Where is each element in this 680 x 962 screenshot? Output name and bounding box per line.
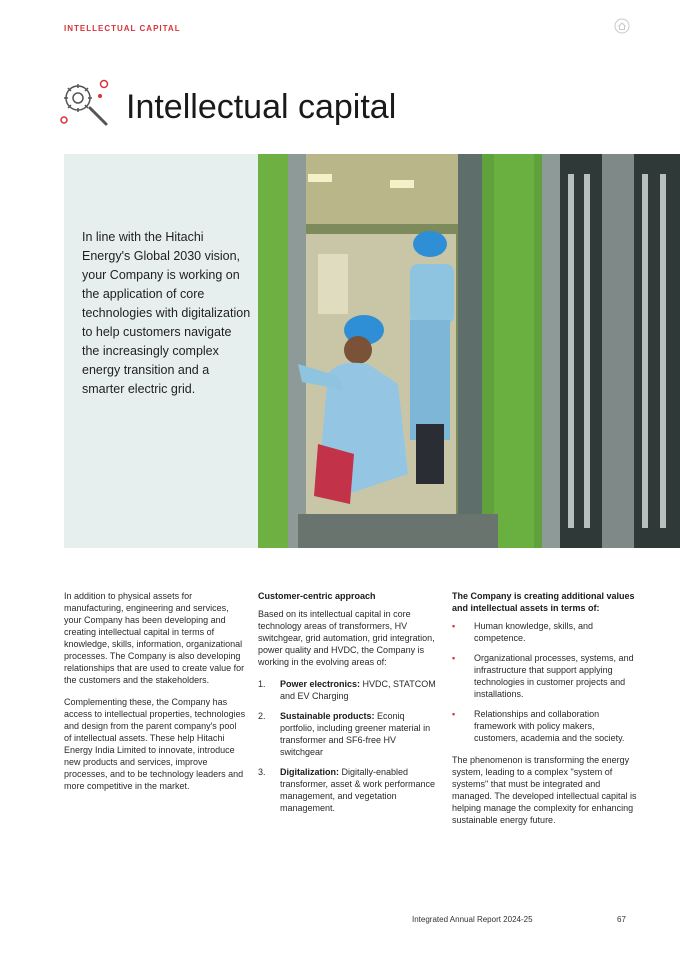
list-item-bold: Digitalization: [280,767,339,777]
list-item [452,652,638,700]
list-number: 2. [258,711,266,721]
home-icon[interactable] [614,18,630,34]
bullet-icon: • [452,621,456,631]
page-title: Intellectual capital [126,88,397,126]
evolving-areas-list [258,678,440,814]
footer-report-title: Integrated Annual Report 2024-25 [412,915,533,924]
bullet-icon: • [452,709,456,719]
list-item [258,766,440,814]
page-number: 67 [617,915,626,924]
intellectual-capital-icon [60,76,112,128]
intro-text: In line with the Hitachi Energy's Global 2030 vision, your Company is working on the application of core technologies with digitalization to help customers navigate the increasingly complex energy transition and a smarter electric grid. [82,230,251,396]
column-2 [258,590,440,824]
technicians-photo [258,154,680,548]
list-item-text: Econiq portfolio, including greener material in transformer and SF6-free HV switchgear [280,711,431,757]
column-3 [452,590,638,836]
col1-paragraph-2: Complementing these, the Company has access to intellectual properties, technologies and design from the parent company's pool of intellectual assets. These help Hitachi Energy India Limited to innovate, introduce new products and services, improve processes, and to be technology leaders and more competitive in the market. [64,697,246,791]
col2-intro: Based on its intellectual capital in core technology areas of transformers, HV switchgear, grid automation, grid integration, power quality and HVDC, the Company is working in the evolving areas of: [258,609,435,667]
col2-heading: Customer-centric approach [258,591,376,601]
list-number: 1. [258,679,266,689]
bullet-icon: • [452,653,456,663]
list-item-text: Digitally-enabled transformer, asset & work performance management, and vegetation management. [280,767,436,813]
list-item [258,678,440,702]
col1-paragraph-1: In addition to physical assets for manufacturing, engineering and services, your Company has been developing and creating intellectual capital in terms of knowledge, skills, information, organizational processes. The Company is also developing relationships that are used to create value for the customers and the stakeholders. [64,591,245,685]
column-1 [64,590,246,802]
list-item-text: HVDC, STATCOM and EV Charging [280,679,436,701]
list-item-bold: Sustainable products: [280,711,375,721]
list-item [258,710,440,758]
list-item-text: Human knowledge, skills, and competence. [474,621,594,643]
list-item-text: Organizational processes, systems, and infrastructure that support applying technologies in customer projects and installations. [474,653,634,699]
values-list [452,620,638,744]
list-number: 3. [258,767,266,777]
list-item-text: Relationships and collaboration framework with policy makers, customers, academia and the society. [474,709,625,743]
list-item-bold: Power electronics: [280,679,361,689]
col3-heading: The Company is creating additional values and intellectual assets in terms of: [452,591,635,613]
col3-closing: The phenomenon is transforming the energy system, leading to a complex "system of systems" that must be integrated and managed. The developed intellectual capital is helping manage the complexity for enhancing sustainable energy future. [452,755,637,825]
list-item [452,620,638,644]
list-item [452,708,638,744]
section-label: INTELLECTUAL CAPITAL [64,24,181,33]
